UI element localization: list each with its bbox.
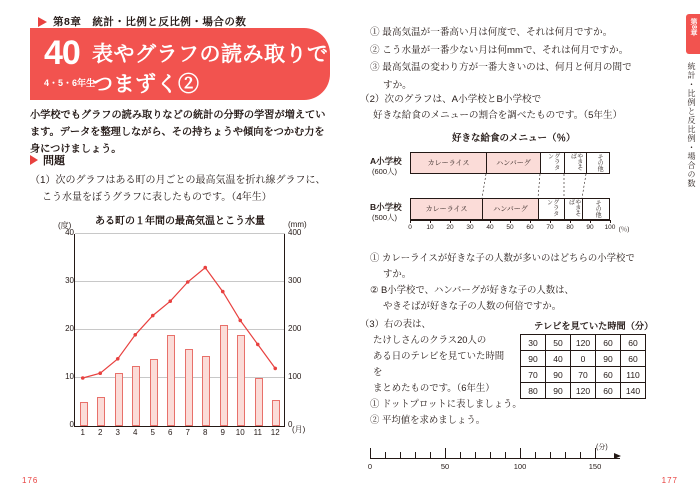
chart-plot-area bbox=[74, 234, 285, 427]
question-2-line2: 好きな給食のメニューの割合を調べたものです。（5年生） bbox=[373, 110, 623, 122]
number-line-tick bbox=[565, 452, 566, 458]
stacked-bar-segment-label: カレーライス bbox=[425, 206, 468, 213]
chart-y-label-right: 0 bbox=[288, 420, 293, 429]
chart-bar bbox=[255, 378, 263, 426]
number-line-tick bbox=[415, 452, 416, 458]
stacked-bar-segment-label: ハンバーグ bbox=[496, 160, 531, 167]
chart-right-unit: (mm) bbox=[288, 220, 307, 229]
table-cell: 30 bbox=[521, 335, 546, 351]
stacked-bar-axis-label: 30 bbox=[466, 224, 474, 231]
chart-gridline bbox=[75, 329, 285, 330]
chart-gridline bbox=[75, 377, 285, 378]
number-line-tick bbox=[505, 452, 506, 458]
chart-y-label-left: 0 bbox=[69, 420, 74, 429]
lead-paragraph: 小学校でもグラフの読み取りなどの統計の分野の学習が増えています。データを整理しながら、その持ちょうや傾向をつかむ力を身につけましょう。 bbox=[30, 110, 326, 155]
chart-bar bbox=[132, 366, 140, 426]
table-row bbox=[521, 383, 646, 399]
stacked-bar-row bbox=[410, 152, 610, 174]
section-title-line2: つまずく② bbox=[92, 73, 200, 96]
stacked-bar-segment bbox=[539, 199, 565, 219]
stacked-bar-axis-tick bbox=[530, 220, 531, 223]
table-cell: 90 bbox=[596, 351, 621, 367]
stacked-bar-segment bbox=[565, 199, 583, 219]
chapter-side-vertical-label: 統計・比例と反比例・場合の数 bbox=[687, 62, 696, 188]
chart-x-label: 5 bbox=[150, 428, 155, 437]
table-cell: 110 bbox=[621, 367, 646, 383]
question-2-line1: （2）次のグラフは、A小学校とB小学校で bbox=[360, 94, 542, 105]
question-heading bbox=[30, 152, 65, 168]
table-row bbox=[521, 335, 646, 351]
number-line-tick bbox=[550, 452, 551, 458]
number-line-tick bbox=[520, 448, 521, 458]
stacked-bar-axis-label: 60 bbox=[526, 224, 534, 231]
stacked-bar-axis-tick bbox=[450, 220, 451, 223]
chart-y-label-right: 100 bbox=[288, 372, 302, 381]
table-cell: 40 bbox=[546, 351, 571, 367]
section-title-line1: 表やグラフの読み取りで bbox=[92, 43, 329, 66]
number-line-tick bbox=[430, 452, 431, 458]
number-line-tick bbox=[370, 448, 371, 458]
question-1-line1: （1）次のグラフはある町の月ごとの最高気温を折れ線グラフに、 bbox=[30, 175, 326, 186]
question-3-line1: （3）右の表は、 bbox=[360, 318, 431, 329]
number-line-label: 150 bbox=[588, 462, 602, 471]
chart-bar bbox=[150, 359, 158, 426]
stacked-bar-axis-label: 0 bbox=[408, 224, 412, 231]
chart-x-label: 1 bbox=[80, 428, 85, 437]
chart-bar bbox=[167, 335, 175, 426]
stacked-bar-axis-label: 10 bbox=[426, 224, 434, 231]
table-cell: 60 bbox=[621, 335, 646, 351]
stacked-bar-segment-label: ハンバーグ bbox=[493, 206, 528, 213]
stacked-bar-segment-label: その他 bbox=[594, 200, 602, 218]
stacked-bar-axis-label: 100 bbox=[604, 224, 616, 231]
stacked-bar-row-sublabel: (500人) bbox=[372, 213, 398, 222]
chart-y-label-left: 20 bbox=[65, 324, 74, 333]
chart-x-label: 9 bbox=[220, 428, 225, 437]
stacked-bar-axis-label: 90 bbox=[586, 224, 594, 231]
question-2-item: ② B小学校で、ハンバーグが好きな子の人数は、 bbox=[370, 283, 574, 295]
chart-bar bbox=[185, 349, 193, 426]
chart-y-label-left: 40 bbox=[65, 228, 74, 237]
number-line-tick bbox=[580, 452, 581, 458]
question-2-items bbox=[370, 250, 636, 314]
chart-y-label-right: 200 bbox=[288, 324, 302, 333]
table-cell: 60 bbox=[621, 351, 646, 367]
table-cell: 80 bbox=[521, 383, 546, 399]
question-1-item: ① 最高気温が一番高い月は何度で、それは何月ですか。 bbox=[370, 27, 613, 38]
chart-x-label: 10 bbox=[235, 428, 245, 437]
chart-x-label: 12 bbox=[270, 428, 280, 437]
chart-gridline bbox=[75, 281, 285, 282]
chapter-side-tab-label: 第8章 bbox=[690, 18, 697, 36]
stacked-bar-axis-tick bbox=[470, 220, 471, 223]
question-3-item: ② 平均値を求めましょう。 bbox=[370, 414, 486, 426]
chart-x-label: 7 bbox=[185, 428, 190, 437]
chart-right-axis bbox=[284, 234, 285, 426]
question-2-item-cont: やきそばが好きな子の人数の何倍ですか。 bbox=[383, 299, 562, 311]
question-2-item: ① カレーライスが好きな子の人数が多いのはどちらの小学校ですか。 bbox=[370, 252, 635, 279]
table-row bbox=[521, 367, 646, 383]
chart-left-unit: (度) bbox=[58, 221, 72, 230]
section-title-box bbox=[30, 28, 330, 100]
chart-y-label-left: 10 bbox=[65, 372, 74, 381]
table-cell: 120 bbox=[571, 335, 596, 351]
table-cell: 70 bbox=[571, 367, 596, 383]
chart-x-unit: (月) bbox=[292, 425, 306, 434]
stacked-bar-segment-label: やきそば bbox=[567, 199, 581, 217]
question-3-text bbox=[360, 316, 510, 396]
page-number-right: 177 bbox=[661, 476, 678, 485]
stacked-bar-axis-tick bbox=[490, 220, 491, 223]
stacked-bar-row-sublabel: (600人) bbox=[372, 167, 398, 176]
stacked-bar-axis-tick bbox=[430, 220, 431, 223]
stacked-chart-title: 好きな給食のメニュー（％） bbox=[452, 133, 576, 144]
question-3-items bbox=[370, 396, 530, 429]
chart-y-label-right: 400 bbox=[288, 228, 302, 237]
table-cell: 70 bbox=[521, 367, 546, 383]
temperature-rainfall-chart bbox=[40, 212, 320, 462]
number-line-label: 50 bbox=[440, 462, 450, 471]
chart-x-label: 4 bbox=[133, 428, 138, 437]
number-line-tick bbox=[595, 448, 596, 458]
chart-title: ある町の１年間の最高気温とこう水量 bbox=[95, 216, 265, 227]
table-cell: 90 bbox=[546, 367, 571, 383]
question-1-items bbox=[370, 24, 632, 95]
chart-x-label: 11 bbox=[253, 428, 262, 437]
stacked-bar-axis-tick bbox=[570, 220, 571, 223]
chart-x-label: 3 bbox=[115, 428, 120, 437]
stacked-bar-row-label: A小学校 bbox=[370, 156, 402, 166]
chapter-title: 第8章 統計・比例と反比例・場合の数 bbox=[53, 16, 247, 28]
section-number: 40 bbox=[44, 34, 80, 72]
question-3-item: ① ドットプロットに表しましょう。 bbox=[370, 398, 522, 409]
stacked-bar-axis-tick bbox=[550, 220, 551, 223]
stacked-bar-segment-label: その他 bbox=[596, 154, 604, 172]
table-cell: 60 bbox=[596, 335, 621, 351]
question-1-text bbox=[30, 172, 336, 206]
number-line-label: 0 bbox=[367, 462, 373, 471]
chapter-heading bbox=[38, 14, 246, 29]
triangle-bullet-icon bbox=[38, 17, 47, 27]
stacked-bar-row-label: B小学校 bbox=[370, 202, 402, 212]
grade-label: 4・5・6年生 bbox=[44, 78, 96, 88]
stacked-bar-axis-tick bbox=[610, 220, 611, 223]
question-1-item: ③ 最高気温の変わり方が一番大きいのは、何月と何月の間ですか。 bbox=[370, 62, 632, 92]
stacked-bar-segment bbox=[587, 153, 611, 173]
number-line-unit: (分) bbox=[596, 444, 608, 451]
stacked-bar-segment bbox=[411, 199, 483, 219]
stacked-bar-axis-tick bbox=[590, 220, 591, 223]
number-line-tick bbox=[535, 452, 536, 458]
stacked-bar-segment-label: カレーライス bbox=[427, 160, 470, 167]
question-1-item: ② こう水量が一番少ない月は何mmで、それは何月ですか。 bbox=[370, 44, 629, 56]
stacked-bar-segment-label: グラタン bbox=[545, 199, 559, 217]
chart-gridline bbox=[75, 233, 285, 234]
table-cell: 140 bbox=[621, 383, 646, 399]
number-line-arrow-icon bbox=[614, 453, 621, 459]
stacked-bar-segment bbox=[487, 153, 541, 173]
question-label: 問題 bbox=[43, 155, 65, 167]
stacked-bar-axis-label: 20 bbox=[446, 224, 454, 231]
number-line-axis bbox=[370, 458, 620, 459]
number-line-tick bbox=[490, 452, 491, 458]
table-cell: 50 bbox=[546, 335, 571, 351]
table-row bbox=[521, 351, 646, 367]
chart-bar bbox=[80, 402, 88, 426]
question-3-line4: まとめたものです。（6年生） bbox=[373, 381, 495, 393]
stacked-bar-axis-label: 70 bbox=[546, 224, 554, 231]
page-number-left: 176 bbox=[22, 476, 39, 485]
stacked-bar-axis-unit: (％) bbox=[618, 226, 630, 233]
number-line-tick bbox=[385, 452, 386, 458]
stacked-bar-segment bbox=[541, 153, 565, 173]
chart-bar bbox=[272, 400, 280, 426]
question-3-line3: ある日のテレビを見ていた時間を bbox=[373, 349, 505, 377]
triangle-bullet-icon bbox=[30, 155, 38, 165]
stacked-bar-chart bbox=[370, 146, 632, 242]
question-3-line2: たけしさんのクラス20人の bbox=[373, 333, 487, 345]
number-line-tick bbox=[400, 452, 401, 458]
chart-y-label-left: 30 bbox=[65, 276, 74, 285]
table-cell: 90 bbox=[546, 383, 571, 399]
chart-x-label: 8 bbox=[203, 428, 208, 437]
table-cell: 90 bbox=[521, 351, 546, 367]
chart-x-label: 6 bbox=[168, 428, 173, 437]
stacked-bar-segment-label: グラタン bbox=[546, 153, 560, 171]
table-cell: 0 bbox=[571, 351, 596, 367]
stacked-bar-row bbox=[410, 198, 610, 220]
stacked-bar-axis-label: 80 bbox=[566, 224, 574, 231]
tv-table-title: テレビを見ていた時間（分） bbox=[534, 321, 654, 331]
stacked-bar-segment-label: やきそば bbox=[569, 153, 583, 171]
question-2-text bbox=[360, 92, 636, 125]
stacked-bar-axis-label: 40 bbox=[486, 224, 494, 231]
chapter-side-tab bbox=[686, 14, 700, 54]
table-cell: 60 bbox=[596, 367, 621, 383]
stacked-bar-segment bbox=[565, 153, 587, 173]
table-cell: 60 bbox=[596, 383, 621, 399]
number-line-tick bbox=[445, 448, 446, 458]
stacked-bar-axis-tick bbox=[410, 220, 411, 223]
stacked-bar-axis-label: 50 bbox=[506, 224, 514, 231]
tv-time-table bbox=[520, 334, 646, 399]
number-line-tick bbox=[460, 452, 461, 458]
chart-bar bbox=[202, 356, 210, 426]
chart-x-label: 2 bbox=[98, 428, 103, 437]
stacked-bar-segment bbox=[583, 199, 611, 219]
chart-y-label-right: 300 bbox=[288, 276, 302, 285]
chart-bar bbox=[115, 373, 123, 426]
chart-bar bbox=[220, 325, 228, 426]
number-line-label: 100 bbox=[513, 462, 527, 471]
right-page bbox=[352, 0, 700, 497]
stacked-bar-segment bbox=[411, 153, 487, 173]
chart-bar bbox=[97, 397, 105, 426]
number-line-tick bbox=[475, 452, 476, 458]
stacked-bar-axis-tick bbox=[510, 220, 511, 223]
question-1-line2: こう水量をぼうグラフに表したものです。（4年生） bbox=[42, 192, 272, 203]
chart-bar bbox=[237, 335, 245, 426]
stacked-bar-segment bbox=[483, 199, 539, 219]
table-cell: 120 bbox=[571, 383, 596, 399]
